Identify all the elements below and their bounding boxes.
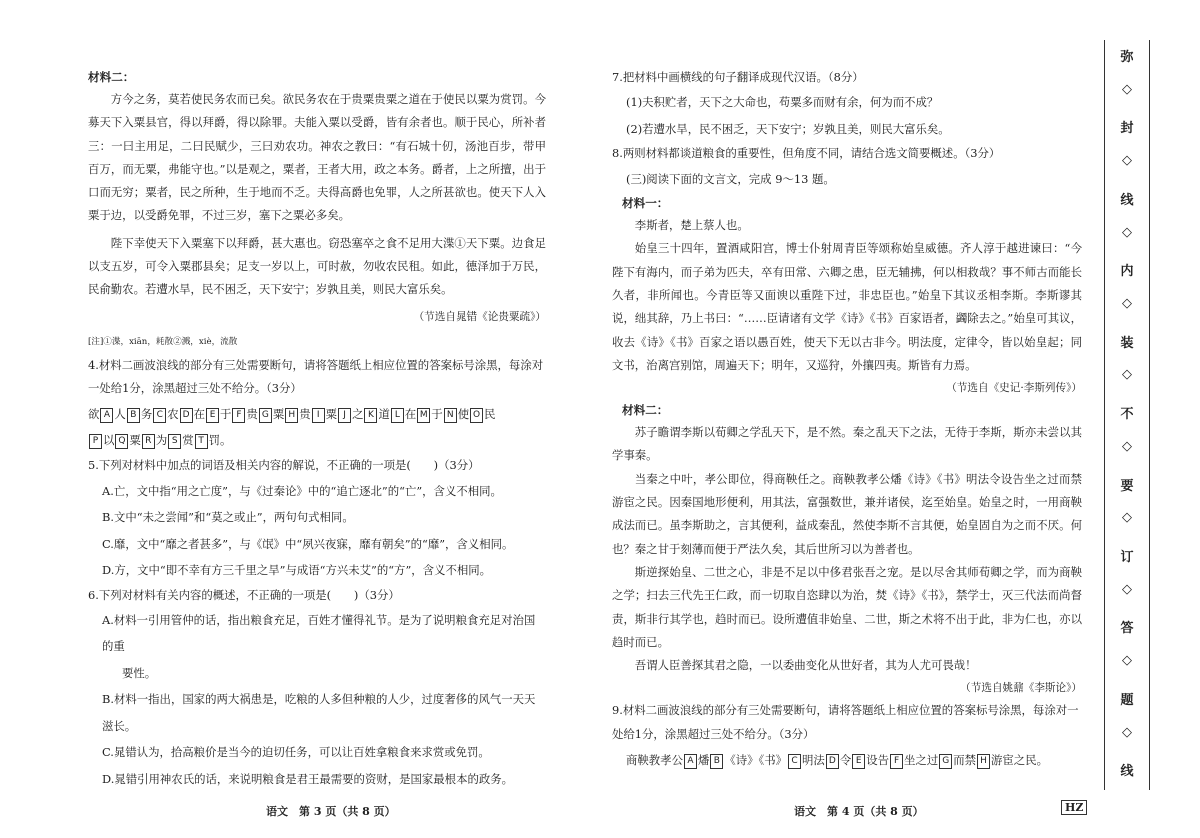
- question-6-option-1: C.晁错认为，拾高粮价是当今的迫切任务，可以让百姓拿粮食来求赏或免罚。: [102, 745, 490, 760]
- q4-char: 在: [404, 407, 417, 422]
- question-5-option-2: C.靡，文中“靡之者甚多”，与《氓》中“夙兴夜寐，靡有朝矣”的“靡”，含义相同。: [102, 536, 514, 551]
- q4-char: 粟: [325, 407, 338, 422]
- diamond-icon: ◇: [1122, 581, 1132, 597]
- q4-char: 贵: [246, 407, 258, 422]
- diamond-icon: ◇: [1122, 438, 1132, 454]
- q4-answer-box-d[interactable]: D: [180, 408, 193, 423]
- section-3-intro: (三)阅读下面的文言文，完成 9～13 题。: [626, 171, 835, 186]
- binding-char: 封: [1120, 121, 1134, 137]
- diamond-icon: ◇: [1122, 653, 1132, 669]
- question-5-options: [88, 478, 546, 584]
- q9-answer-box-c[interactable]: C: [788, 754, 801, 769]
- q4-char: 民: [484, 407, 496, 422]
- material-two-para-2: 陛下幸使天下入粟塞下以拜爵，甚大惠也。窃恐塞卒之食不足用大渫①天下粟。边食足以支五岁，可令入粟郡县矣；足支一岁以上，可时赦，勿收农民租。如此，德泽加于万民，民俞勤农。若遭水旱，民不困乏，天下安宁；岁孰且美，则民大富乐矣。: [88, 235, 546, 297]
- q4-answer-box-m[interactable]: M: [417, 408, 430, 423]
- question-5-stem: 5.下列对材料中加点的词语及相关内容的解说，不正确的一项是( )（3分）: [88, 458, 480, 473]
- q4-answer-box-e[interactable]: E: [206, 408, 219, 423]
- question-9-stem: 9.材料二画波浪线的部分有三处需要断句，请将答题纸上相应位置的答案标号涂黑，每涂对一处给1分，涂黑超过三处不给分。（3分）: [612, 703, 1079, 741]
- binding-char: 要: [1120, 478, 1134, 494]
- q9-char: 明法: [802, 753, 825, 768]
- question-7-item-1: (1)夫积贮者，天下之大命也，苟粟多而财有余，何为而不成？: [626, 95, 939, 110]
- question-8-stem: 8.两则材料都谈道粮食的重要性，但角度不同，请结合选文简要概述。（3分）: [612, 146, 1001, 161]
- q4-char: 粟: [272, 407, 285, 422]
- material-two-heading-right: 材料二：: [622, 403, 669, 418]
- material-one-para-1: 李斯者，楚上蔡人也。: [634, 218, 749, 233]
- q4-char: 罚。: [208, 433, 232, 448]
- question-6-option-a: A.材料一引用管仲的话，指出粮食充足，百姓才懂得礼节。是为了说明粮食充足对治国的重: [102, 612, 536, 654]
- diamond-icon: ◇: [1122, 153, 1132, 169]
- left-page-footer: 语文 第 3 页（共 8 页）: [266, 805, 396, 818]
- q4-char: 以: [103, 433, 115, 448]
- q4-lead-text: 欲: [88, 407, 100, 422]
- annotation-note: [注]①渫，xiān，耗散②溅，xiè，流散: [88, 336, 238, 347]
- q4-answer-box-i[interactable]: I: [312, 408, 325, 423]
- question-6-option-a-cont: 要性。: [122, 665, 157, 680]
- q4-answer-box-o[interactable]: O: [470, 408, 483, 423]
- right-page-footer: 语文 第 4 页（共 8 页）: [794, 805, 924, 818]
- question-4-sequence-line-2: [88, 428, 546, 452]
- q4-answer-box-b[interactable]: B: [127, 408, 140, 423]
- q4-answer-box-h[interactable]: H: [285, 408, 298, 423]
- diamond-icon: ◇: [1122, 367, 1132, 383]
- binding-char: 内: [1120, 264, 1134, 280]
- page-code-badge: HZ: [1061, 800, 1087, 815]
- q9-char: 而禁: [953, 753, 977, 768]
- binding-margin: [1104, 40, 1150, 790]
- q9-answer-box-b[interactable]: B: [710, 754, 723, 769]
- q4-answer-box-j[interactable]: J: [338, 408, 351, 423]
- q9-char: 坐之过: [904, 753, 939, 768]
- material-one-heading: 材料一：: [622, 196, 669, 211]
- material-one-para-2: 始皇三十四年，置酒咸阳宫，博士仆射周青臣等颂称始皇威德。齐人淳于越进谏曰：“今陛下有海内，而子弟为匹夫，卒有田常、六卿之患，臣无辅拂，何以相救哉？事不师古而能长久者，非所闻也。今青臣等又面谀以重陛下过，非忠臣也。”始皇下其议丞相李斯。李斯谬其说，绌其辞，乃上书曰：“……臣请诸有文学《诗》《书》百家语者，蠲除去之。”始皇可其议，收去《诗》《书》百家之语以愚百姓，使天下无以古非今。明法度，定律令，皆以始皇起；同文书，治离宫别馆，周遍天下；明年，又巡狩，外攘四夷。斯皆有力焉。: [612, 241, 1082, 372]
- right-page: [612, 66, 1082, 774]
- q4-answer-box-c[interactable]: C: [153, 408, 166, 423]
- question-6-option-0: B.材料一指出，国家的两大祸患是，吃粮的人多但种粮的人少，过度奢侈的风气一天天滋长。: [102, 692, 536, 733]
- q9-answer-box-h[interactable]: H: [977, 754, 990, 769]
- q9-char: 游宦之民。: [991, 753, 1048, 768]
- binding-char: 线: [1120, 764, 1134, 780]
- q4-answer-box-l[interactable]: L: [391, 408, 404, 423]
- q4-answer-box-t[interactable]: T: [195, 434, 208, 449]
- question-9-sequence: [612, 748, 1082, 772]
- diamond-icon: ◇: [1122, 224, 1132, 240]
- question-7-item-2: (2)若遭水旱，民不困乏，天下安宁；岁孰且美，则民大富乐矣。: [626, 121, 950, 136]
- binding-char: 题: [1120, 692, 1134, 708]
- question-5-option-0: A.亡，文中指“用之亡度”，与《过秦论》中的“追亡逐北”的“亡”，含义不相同。: [102, 483, 502, 498]
- diamond-icon: ◇: [1122, 81, 1132, 97]
- material-two-para-1: 方今之务，莫若使民务农而已矣。欲民务农在于贵粟贵粟之道在于使民以粟为赏罚。今募天下入粟县官，得以拜爵，得以除罪。夫能入粟以受爵，皆有余者也。顺于民心，所补者三：一曰主用足，二曰民赋少，三曰劝农功。神农之教曰：“有石城十仞，汤池百步，带甲百万，而无粟，弗能守也。”以是观之，粟者，王者大用，政之本务。爵者，上之所擅，出于口而无穷；粟者，民之所种，生于地而不乏。夫得高爵也免罪，人之所甚欲也。使天下人入粟于边，以受爵免罪，不过三岁，塞下之粟必多矣。: [88, 92, 546, 223]
- q4-answer-box-n[interactable]: N: [444, 408, 457, 423]
- q9-char: 令: [839, 753, 852, 768]
- binding-char: 弥: [1120, 50, 1134, 65]
- q4-char: 赏: [182, 433, 194, 448]
- q4-char: 农: [167, 407, 179, 422]
- question-5-option-3: D.方，文中“即不幸有方三千里之旱”与成语“方兴未艾”的“方”，含义不相同。: [102, 563, 492, 578]
- q4-char: 于: [220, 407, 232, 422]
- q4-answer-box-p[interactable]: P: [89, 434, 102, 449]
- q9-answer-box-f[interactable]: F: [890, 754, 903, 769]
- q9-answer-box-a[interactable]: A: [684, 754, 697, 769]
- question-5-option-1: B.文中“未之尝闻”和“莫之或止”，两句句式相同。: [102, 510, 354, 525]
- material-two-para-3-right: 斯逆探始皇、二世之心，非是不足以中侈君张吾之宠。是以尽舍其师荀卿之学，而为商鞅之学；扫去三代先王仁政，而一切取自恣肆以为治，焚《诗》《书》，禁学士，灭三代法而尚督责，斯非行其学也，趋时而已。设所遭值非始皇、二世，斯之术将不出于此，非为仁也，亦以趋时而已。: [612, 564, 1082, 649]
- question-4-stem: 4.材料二画波浪线的部分有三处需要断句，请将答题纸上相应位置的答案标号涂黑，每涂对一处给1分，涂黑超过三处不给分。（3分）: [88, 357, 544, 395]
- q9-char: 燔: [697, 753, 710, 768]
- q4-answer-box-r[interactable]: R: [142, 434, 155, 449]
- q4-char: 粟: [129, 433, 141, 448]
- q9-answer-box-g[interactable]: G: [939, 754, 952, 769]
- diamond-icon: ◇: [1122, 296, 1132, 311]
- q9-lead-text: 商鞅教孝公: [626, 753, 683, 768]
- material-two-para-4-right: 吾谓人臣善探其君之隐，一以委曲变化从世好者，其为人尤可畏哉！: [634, 658, 977, 673]
- q4-char: 贵: [299, 407, 311, 422]
- q4-char: 于: [431, 407, 443, 422]
- question-6-option-2: D.晁错引用神农氏的话，来说明粮食是君王最需要的资财，是国家最根本的政务。: [102, 771, 514, 786]
- binding-char: 订: [1120, 550, 1134, 565]
- q9-char: 设告: [866, 753, 890, 768]
- question-7-stem: 7.把材料中画横线的句子翻译成现代汉语。（8分）: [612, 70, 864, 84]
- left-page: [88, 66, 546, 792]
- q4-answer-box-q[interactable]: Q: [115, 434, 128, 449]
- q4-answer-box-f[interactable]: F: [232, 408, 245, 423]
- question-6-stem: 6.下列对材料有关内容的概述，不正确的一项是( )（3分）: [88, 587, 400, 602]
- source-citation: （节选自晁错《论贵粟疏》）: [413, 310, 546, 323]
- q4-answer-box-k[interactable]: K: [364, 408, 377, 423]
- q4-char: 务: [140, 407, 153, 422]
- source-citation-2: （节选自姚鼐《李斯论》）: [960, 682, 1082, 695]
- binding-char: 线: [1120, 192, 1134, 208]
- binding-char: 答: [1120, 621, 1134, 637]
- diamond-icon: ◇: [1122, 510, 1132, 526]
- diamond-icon: ◇: [1122, 724, 1132, 740]
- q4-answer-box-a[interactable]: A: [100, 408, 113, 423]
- material-two-para-2-right: 当秦之中叶，孝公即位，得商鞅任之。商鞅教孝公燔《诗》《书》明法令设告坐之过而禁游宦之民。因秦国地形便利，用其法，富强数世，兼并诸侯，迄至始皇。始皇之时，一用商鞅成法而已。虽李斯助之，言其便利，益成秦乱，然使李斯不言其便，始皇固自为之而不厌。何也？秦之甘于刻薄而便于严法久矣，其后世所习以为善者也。: [612, 471, 1082, 556]
- q9-char: 《诗》《书》: [724, 753, 788, 768]
- material-two-heading: 材料二：: [88, 70, 135, 84]
- q4-char: 之: [352, 407, 364, 422]
- question-6-options: [88, 686, 546, 792]
- q4-char: 道: [378, 407, 390, 422]
- q4-answer-box-s[interactable]: S: [168, 434, 181, 449]
- source-citation-1: （节选自《史记·李斯列传》）: [946, 382, 1082, 395]
- q4-char: 为: [155, 433, 168, 448]
- q9-answer-box-d[interactable]: D: [826, 754, 839, 769]
- binding-char: 不: [1120, 407, 1134, 423]
- q4-answer-box-g[interactable]: G: [259, 408, 272, 423]
- binding-char: 装: [1120, 335, 1134, 351]
- q4-char: 使: [457, 407, 470, 422]
- question-4-sequence-line-1: [88, 402, 546, 426]
- q9-answer-box-e[interactable]: E: [852, 754, 865, 769]
- material-two-para-1-right: 苏子瞻谓李斯以荀卿之学乱天下，是不然。秦之乱天下之法，无待于李斯，斯亦未尝以其学事秦。: [612, 425, 1082, 463]
- q4-char: 在: [193, 407, 206, 422]
- q4-char: 人: [114, 407, 126, 422]
